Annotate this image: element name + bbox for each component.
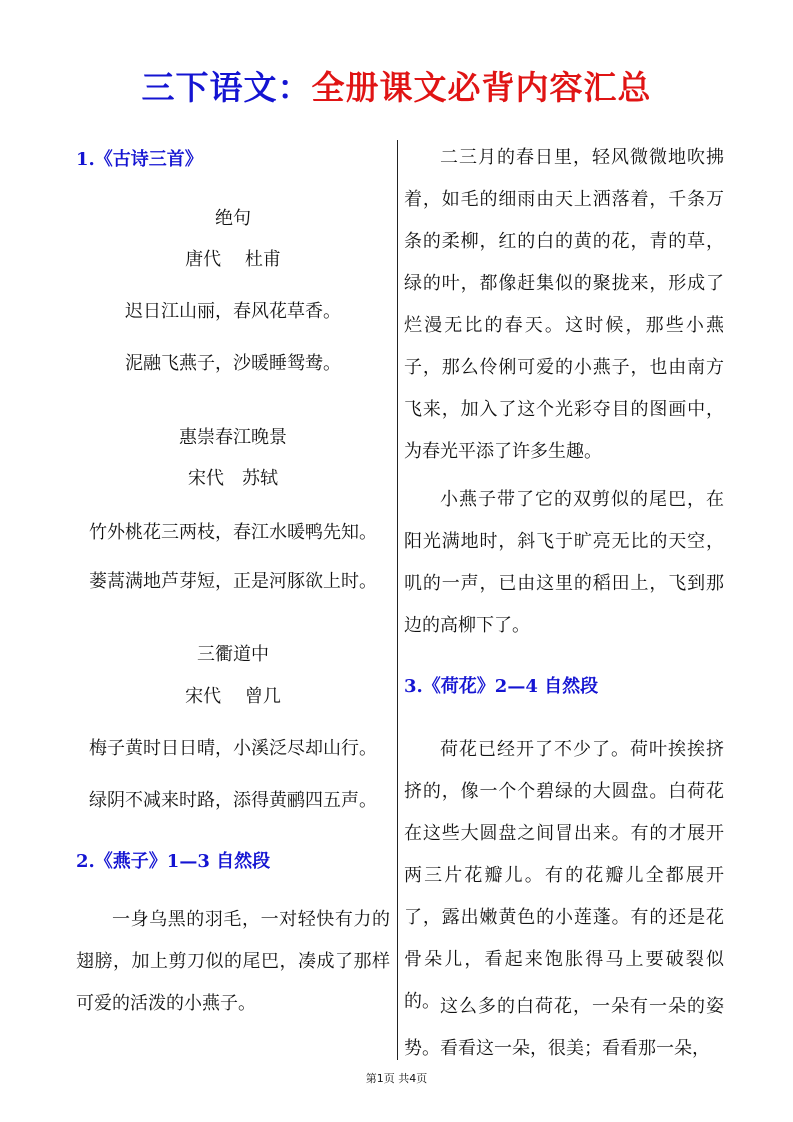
section3-paragraph-1: 荷花已经开了不少了。荷叶挨挨挤挤的，像一个个碧绿的大圆盘。白荷花在这些大圆盘之间冒出来。有的才展开两三片花瓣儿。有的花瓣儿全都展开了，露出嫩黄色的小莲蓬。有的还是花骨朵儿，看起来饱胀得马上要破裂似的。 <box>404 739 724 1012</box>
poem2-line1: 竹外桃花三两枝，春江水暖鸭先知。 <box>89 522 377 543</box>
poem3-line1: 梅子黄时日日晴，小溪泛尽却山行。 <box>89 738 377 759</box>
right-paragraph-2: 小燕子带了它的双剪似的尾巴，在阳光满地时，斜飞于旷亮无比的天空，叽的一声，已由这里的稻田上，飞到那边的高柳下了。 <box>404 489 724 636</box>
poem1-author: 唐代 杜甫 <box>185 249 281 270</box>
poem3-line2: 绿阴不减来时路，添得黄鹂四五声。 <box>89 790 377 811</box>
column-divider <box>397 140 398 1060</box>
right-paragraph-1: 二三月的春日里，轻风微微地吹拂着，如毛的细雨由天上洒落着，千条万条的柔柳，红的白的黄的花，青的草，绿的叶，都像赶集似的聚拢来，形成了烂漫无比的春天。这时候，那些小燕子，那么伶俐可爱的小燕子，也由南方飞来，加入了这个光彩夺目的图画中，为春光平添了许多生趣。 <box>404 147 724 462</box>
title-part1: 三下语文： <box>141 68 312 107</box>
page-footer: 第1页 共4页 <box>365 1072 428 1085</box>
poem1-line2: 泥融飞燕子，沙暖睡鸳鸯。 <box>125 353 341 374</box>
title-part2: 全册课文必背内容汇总 <box>311 68 652 107</box>
section2-paragraph-1: 一身乌黑的羽毛，一对轻快有力的翅膀，加上剪刀似的尾巴，凑成了那样可爱的活泼的小燕子。 <box>76 909 390 1014</box>
poem2-title: 惠崇春江晚景 <box>179 427 287 448</box>
section3-paragraph-2: 这么多的白荷花，一朵有一朵的姿势。看看这一朵，很美；看看那一朵， <box>404 996 724 1059</box>
poem1-title: 绝句 <box>215 208 251 229</box>
section-heading-1: 1.《古诗三首》 <box>76 149 203 170</box>
section-heading-3: 3.《荷花》2—4 自然段 <box>404 676 599 697</box>
poem3-title: 三衢道中 <box>197 644 269 665</box>
poem3-author: 宋代 曾几 <box>185 686 281 707</box>
page-title <box>0 66 793 110</box>
poem2-line2: 蒌蒿满地芦芽短，正是河豚欲上时。 <box>89 571 377 592</box>
section-heading-2: 2.《燕子》1—3 自然段 <box>76 851 271 872</box>
poem2-author: 宋代 苏轼 <box>188 468 278 489</box>
poem1-line1: 迟日江山丽，春风花草香。 <box>125 301 341 322</box>
